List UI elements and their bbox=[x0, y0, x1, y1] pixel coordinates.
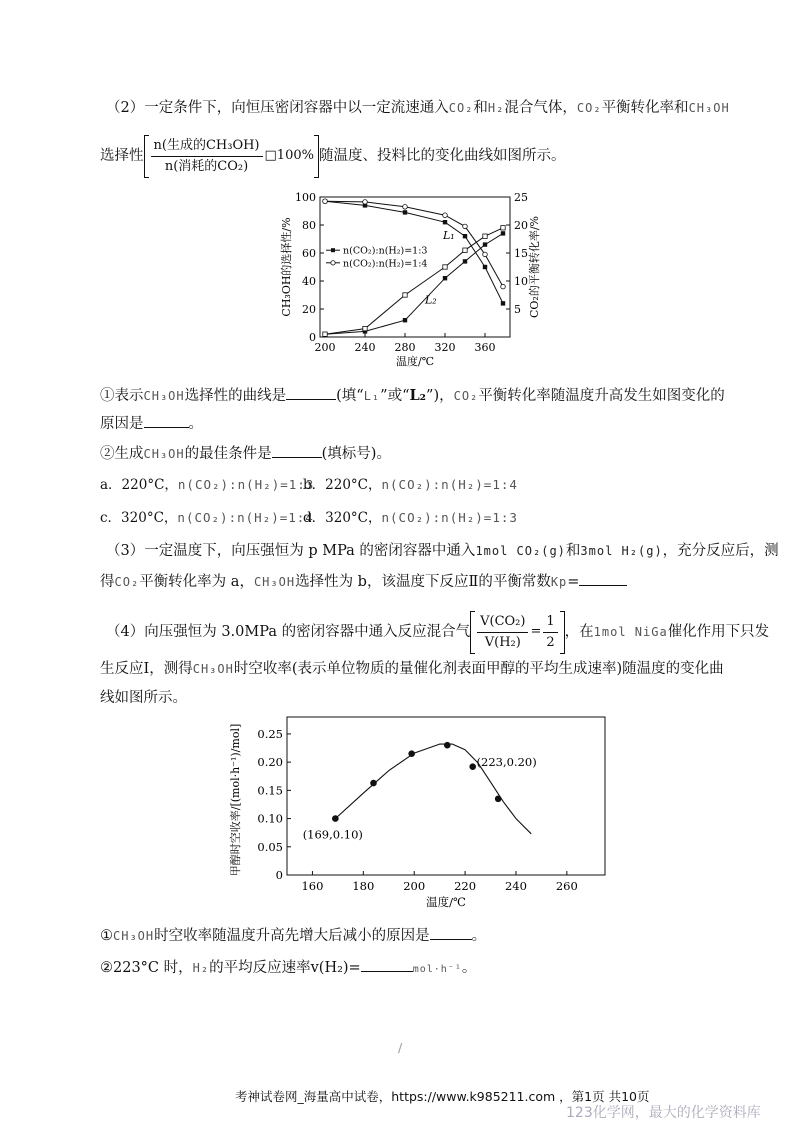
data-point bbox=[370, 780, 377, 787]
data-point bbox=[483, 242, 487, 246]
period-text: 。 bbox=[471, 928, 487, 944]
period-text: 。 bbox=[188, 416, 203, 432]
rate-unit: mol·h⁻¹ bbox=[412, 964, 462, 975]
sub1-marker: ① bbox=[100, 928, 113, 944]
catalyst-label: 1mol NiGa bbox=[593, 625, 668, 639]
and-text: 和 bbox=[565, 543, 581, 559]
ch3oh-formula: CH₃OH bbox=[688, 101, 730, 115]
x-tick-label: 200 bbox=[403, 879, 426, 893]
plot-frame bbox=[287, 717, 605, 875]
q4-sub2-line bbox=[100, 957, 476, 980]
data-point bbox=[443, 265, 447, 269]
co2-formula: CO₂ bbox=[453, 389, 479, 403]
data-point bbox=[463, 248, 467, 252]
volume-fraction bbox=[477, 612, 528, 653]
kp-symbol: Kp bbox=[550, 575, 568, 589]
data-point bbox=[403, 205, 408, 210]
x-tick-label: 200 bbox=[314, 341, 336, 354]
sub1-text-c: (填“ bbox=[336, 388, 364, 404]
x-tick-label: 280 bbox=[394, 341, 416, 354]
q4-text-e: 时空收率(表示单位物质的量催化剂表面甲醇的平均生成速率)随温度的变化曲 bbox=[233, 661, 724, 677]
y-left-tick-label: 40 bbox=[302, 275, 316, 288]
data-point bbox=[443, 220, 447, 224]
x-tick-label: 240 bbox=[504, 879, 527, 893]
data-point bbox=[463, 234, 467, 238]
sub2-text-a: ②生成 bbox=[100, 446, 144, 462]
y-tick-label: 0 bbox=[275, 868, 283, 882]
data-point bbox=[501, 284, 506, 289]
y-left-axis-label: CH₃OH的选择性/% bbox=[280, 217, 293, 317]
legend-marker bbox=[331, 261, 335, 265]
x-tick-label: 360 bbox=[474, 341, 496, 354]
q3-text-b: ，充分反应后，测 bbox=[662, 543, 779, 559]
curve-label-l2: L₂ bbox=[425, 293, 437, 307]
fraction-denominator: 2 bbox=[546, 634, 555, 650]
selectivity-conversion-chart bbox=[270, 185, 560, 385]
series-line bbox=[325, 201, 503, 286]
rate-expression: v(H₂)= bbox=[310, 960, 361, 976]
q3-text-d: 平衡转化率为 a， bbox=[139, 574, 254, 590]
q2-intro-text-c: 平衡转化率和 bbox=[601, 100, 689, 116]
fraction-numerator: n(生成的CH₃OH) bbox=[151, 136, 263, 157]
data-point bbox=[332, 815, 339, 822]
selectivity-tail: 随温度、投料比的变化曲线如图所示。 bbox=[318, 148, 566, 164]
option-label: a．220°C， bbox=[100, 477, 178, 493]
curve-label-l1: L₁ bbox=[443, 229, 455, 242]
q2-intro-line bbox=[106, 98, 730, 118]
data-point bbox=[323, 199, 328, 204]
q4-line3 bbox=[100, 688, 187, 708]
equals-sign: = bbox=[567, 574, 580, 590]
sub1-text-b: 选择性的曲线是 bbox=[184, 388, 287, 404]
option-label: d．320°C， bbox=[303, 510, 382, 526]
data-point bbox=[469, 763, 476, 770]
co2-formula: CO₂ bbox=[576, 101, 602, 115]
methanol-yield-chart bbox=[215, 712, 615, 912]
q4-line1 bbox=[106, 610, 769, 654]
y-right-tick-label: 10 bbox=[514, 275, 528, 288]
q4-text-d: 生反应Ⅰ，测得 bbox=[100, 661, 193, 677]
q4-sub1-line bbox=[100, 925, 486, 946]
y-left-tick-label: 20 bbox=[302, 303, 316, 316]
equals-sign: = bbox=[530, 624, 542, 639]
volume-ratio-formula bbox=[470, 611, 565, 654]
q2-sub1-line bbox=[100, 385, 725, 406]
h2-amount: 3mol H₂(g) bbox=[580, 544, 663, 558]
q4-sub2-text-b: 的平均反应速率 bbox=[209, 960, 311, 976]
data-point bbox=[483, 234, 487, 238]
series-line bbox=[325, 228, 503, 334]
ch3oh-formula: CH₃OH bbox=[192, 662, 234, 676]
data-point bbox=[408, 750, 415, 757]
q4-text-a: （4）向压强恒为 3.0MPa 的密闭容器中通入反应混合气 bbox=[106, 624, 471, 640]
ch3oh-formula: CH₃OH bbox=[253, 575, 296, 589]
q4-sub1-text: 时空收率随温度升高先增大后减小的原因是 bbox=[154, 928, 430, 944]
y-right-tick-label: 25 bbox=[514, 191, 528, 204]
y-right-axis-label: CO₂的平衡转化率/% bbox=[528, 215, 541, 319]
option-ratio: n(CO₂):n(H₂)=1:4 bbox=[177, 510, 314, 525]
q3-text-a: （3）一定温度下，向压强恒为 p MPa 的密闭容器中通入 bbox=[106, 543, 476, 559]
option-ratio: n(CO₂):n(H₂)=1:4 bbox=[381, 477, 518, 492]
x-tick-label: 240 bbox=[354, 341, 376, 354]
selectivity-fraction bbox=[151, 136, 263, 177]
data-point bbox=[403, 318, 407, 322]
data-point bbox=[463, 224, 468, 229]
slash-mark: / bbox=[398, 1040, 403, 1055]
answer-blank[interactable] bbox=[286, 385, 336, 400]
data-point bbox=[495, 796, 502, 803]
option-a[interactable] bbox=[100, 475, 314, 495]
q2-selectivity-line bbox=[100, 138, 565, 174]
ch3oh-formula: CH₃OH bbox=[143, 389, 185, 403]
q3-line1 bbox=[106, 541, 779, 561]
answer-blank[interactable] bbox=[361, 957, 413, 972]
legend-entry: n(CO₂):n(H₂)=1:4 bbox=[343, 258, 428, 270]
sub1-text-e: 平衡转化率随温度升高发生如图变化的 bbox=[478, 388, 725, 404]
data-point bbox=[501, 301, 505, 305]
answer-blank[interactable] bbox=[272, 443, 322, 458]
or-text: ”或“ bbox=[380, 388, 410, 404]
data-point bbox=[463, 259, 467, 263]
ch3oh-formula: CH₃OH bbox=[143, 447, 185, 461]
h2-formula: H₂ bbox=[192, 961, 210, 975]
option-b[interactable] bbox=[303, 475, 518, 495]
data-point bbox=[443, 276, 447, 280]
sub1-text-a: ①表示 bbox=[100, 388, 144, 404]
option-label: b．220°C， bbox=[303, 477, 382, 493]
selectivity-label: 选择性 bbox=[100, 148, 144, 164]
q4-text-c: 催化作用下只发 bbox=[667, 624, 770, 640]
q3-line2 bbox=[100, 571, 627, 592]
q4-sub2-text-a: ②223°C 时， bbox=[100, 960, 193, 976]
x-tick-label: 180 bbox=[352, 879, 375, 893]
y-tick-label: 0.20 bbox=[257, 755, 283, 770]
y-right-tick-label: 5 bbox=[514, 303, 521, 316]
q2-intro-text-b: 混合气体， bbox=[504, 100, 577, 116]
footer-text: 考神试卷网_海量高中试卷，https://www.k985211.com ，第1页 共10页 bbox=[235, 1089, 650, 1104]
data-point bbox=[363, 326, 367, 330]
y-left-tick-label: 60 bbox=[302, 247, 316, 260]
l1-label: L₁ bbox=[363, 389, 381, 403]
q4-text-f: 线如图所示。 bbox=[100, 690, 187, 706]
data-point bbox=[483, 265, 487, 269]
half-fraction bbox=[543, 612, 557, 653]
reason-label: 原因是 bbox=[100, 416, 144, 432]
x-tick-label: 220 bbox=[454, 879, 477, 893]
and-text: 和 bbox=[473, 100, 488, 116]
co2-amount: 1mol CO₂(g) bbox=[475, 544, 566, 558]
y-right-tick-label: 15 bbox=[514, 247, 528, 260]
answer-blank[interactable] bbox=[144, 413, 189, 428]
option-ratio: n(CO₂):n(H₂)=1:3 bbox=[381, 510, 518, 525]
watermark-text: 123化学网，最大的化学资料库 bbox=[566, 1105, 761, 1121]
data-point bbox=[363, 200, 368, 205]
option-d[interactable] bbox=[303, 508, 518, 528]
data-point bbox=[444, 742, 451, 749]
q4-text-b: ，在 bbox=[564, 624, 594, 640]
y-tick-label: 0.10 bbox=[257, 811, 283, 826]
sub1-text-d: ”)， bbox=[426, 388, 454, 404]
fraction-denominator: V(H₂) bbox=[484, 634, 521, 650]
answer-blank[interactable] bbox=[579, 571, 627, 586]
answer-blank[interactable] bbox=[430, 925, 472, 940]
period-text: 。 bbox=[461, 960, 477, 976]
option-c[interactable] bbox=[100, 508, 314, 528]
data-point bbox=[501, 226, 505, 230]
x-axis-label: 温度/℃ bbox=[395, 355, 435, 368]
co2-formula: CO₂ bbox=[448, 101, 474, 115]
option-label: c．320°C， bbox=[100, 510, 178, 526]
y-left-tick-label: 80 bbox=[302, 219, 316, 232]
data-point bbox=[443, 213, 448, 218]
x-tick-label: 160 bbox=[301, 879, 324, 893]
data-point bbox=[483, 252, 488, 257]
y-tick-label: 0.15 bbox=[257, 783, 283, 798]
q2-sub2-line bbox=[100, 443, 391, 464]
x-axis-label: 温度/℃ bbox=[426, 895, 466, 909]
data-point bbox=[403, 293, 407, 297]
co2-formula: CO₂ bbox=[114, 575, 140, 589]
q3-text-e: 选择性为 b，该温度下反应Ⅱ的平衡常数 bbox=[295, 574, 551, 590]
y-axis-label: 甲醇时空收率/[(mol·h⁻¹)/mol] bbox=[229, 723, 242, 877]
y-left-tick-label: 0 bbox=[309, 331, 316, 344]
l2-label: L₂ bbox=[409, 387, 427, 404]
percent-text: □100% bbox=[264, 148, 314, 163]
data-point bbox=[323, 332, 327, 336]
fraction-numerator: 1 bbox=[543, 612, 557, 633]
y-tick-label: 0.05 bbox=[257, 839, 283, 854]
selectivity-formula bbox=[144, 135, 319, 178]
sub2-text-b: 的最佳条件是 bbox=[184, 446, 272, 462]
x-tick-label: 260 bbox=[555, 879, 578, 893]
data-point bbox=[501, 231, 505, 235]
y-tick-label: 0.25 bbox=[257, 726, 283, 741]
y-right-tick-label: 20 bbox=[514, 219, 528, 232]
q4-line2 bbox=[100, 659, 724, 679]
legend-entry: n(CO₂):n(H₂)=1:3 bbox=[343, 245, 428, 257]
annotation: (169,0.10) bbox=[302, 827, 363, 842]
annotation: (223,0.20) bbox=[476, 755, 537, 770]
x-tick-label: 320 bbox=[434, 341, 456, 354]
q3-text-c: 得 bbox=[100, 574, 115, 590]
h2-formula: H₂ bbox=[487, 101, 505, 115]
sub2-text-c: (填标号)。 bbox=[321, 446, 391, 462]
q2-sub1-line2 bbox=[100, 413, 203, 434]
y-left-tick-label: 100 bbox=[295, 191, 316, 204]
ch3oh-formula: CH₃OH bbox=[113, 929, 155, 943]
data-point bbox=[403, 210, 407, 214]
q2-intro-text: （2）一定条件下，向恒压密闭容器中以一定流速通入 bbox=[106, 100, 449, 116]
fraction-numerator: V(CO₂) bbox=[477, 612, 528, 633]
option-ratio: n(CO₂):n(H₂)=1:3 bbox=[177, 477, 315, 492]
legend-marker bbox=[331, 248, 335, 252]
fraction-denominator: n(消耗的CO₂) bbox=[164, 158, 249, 174]
